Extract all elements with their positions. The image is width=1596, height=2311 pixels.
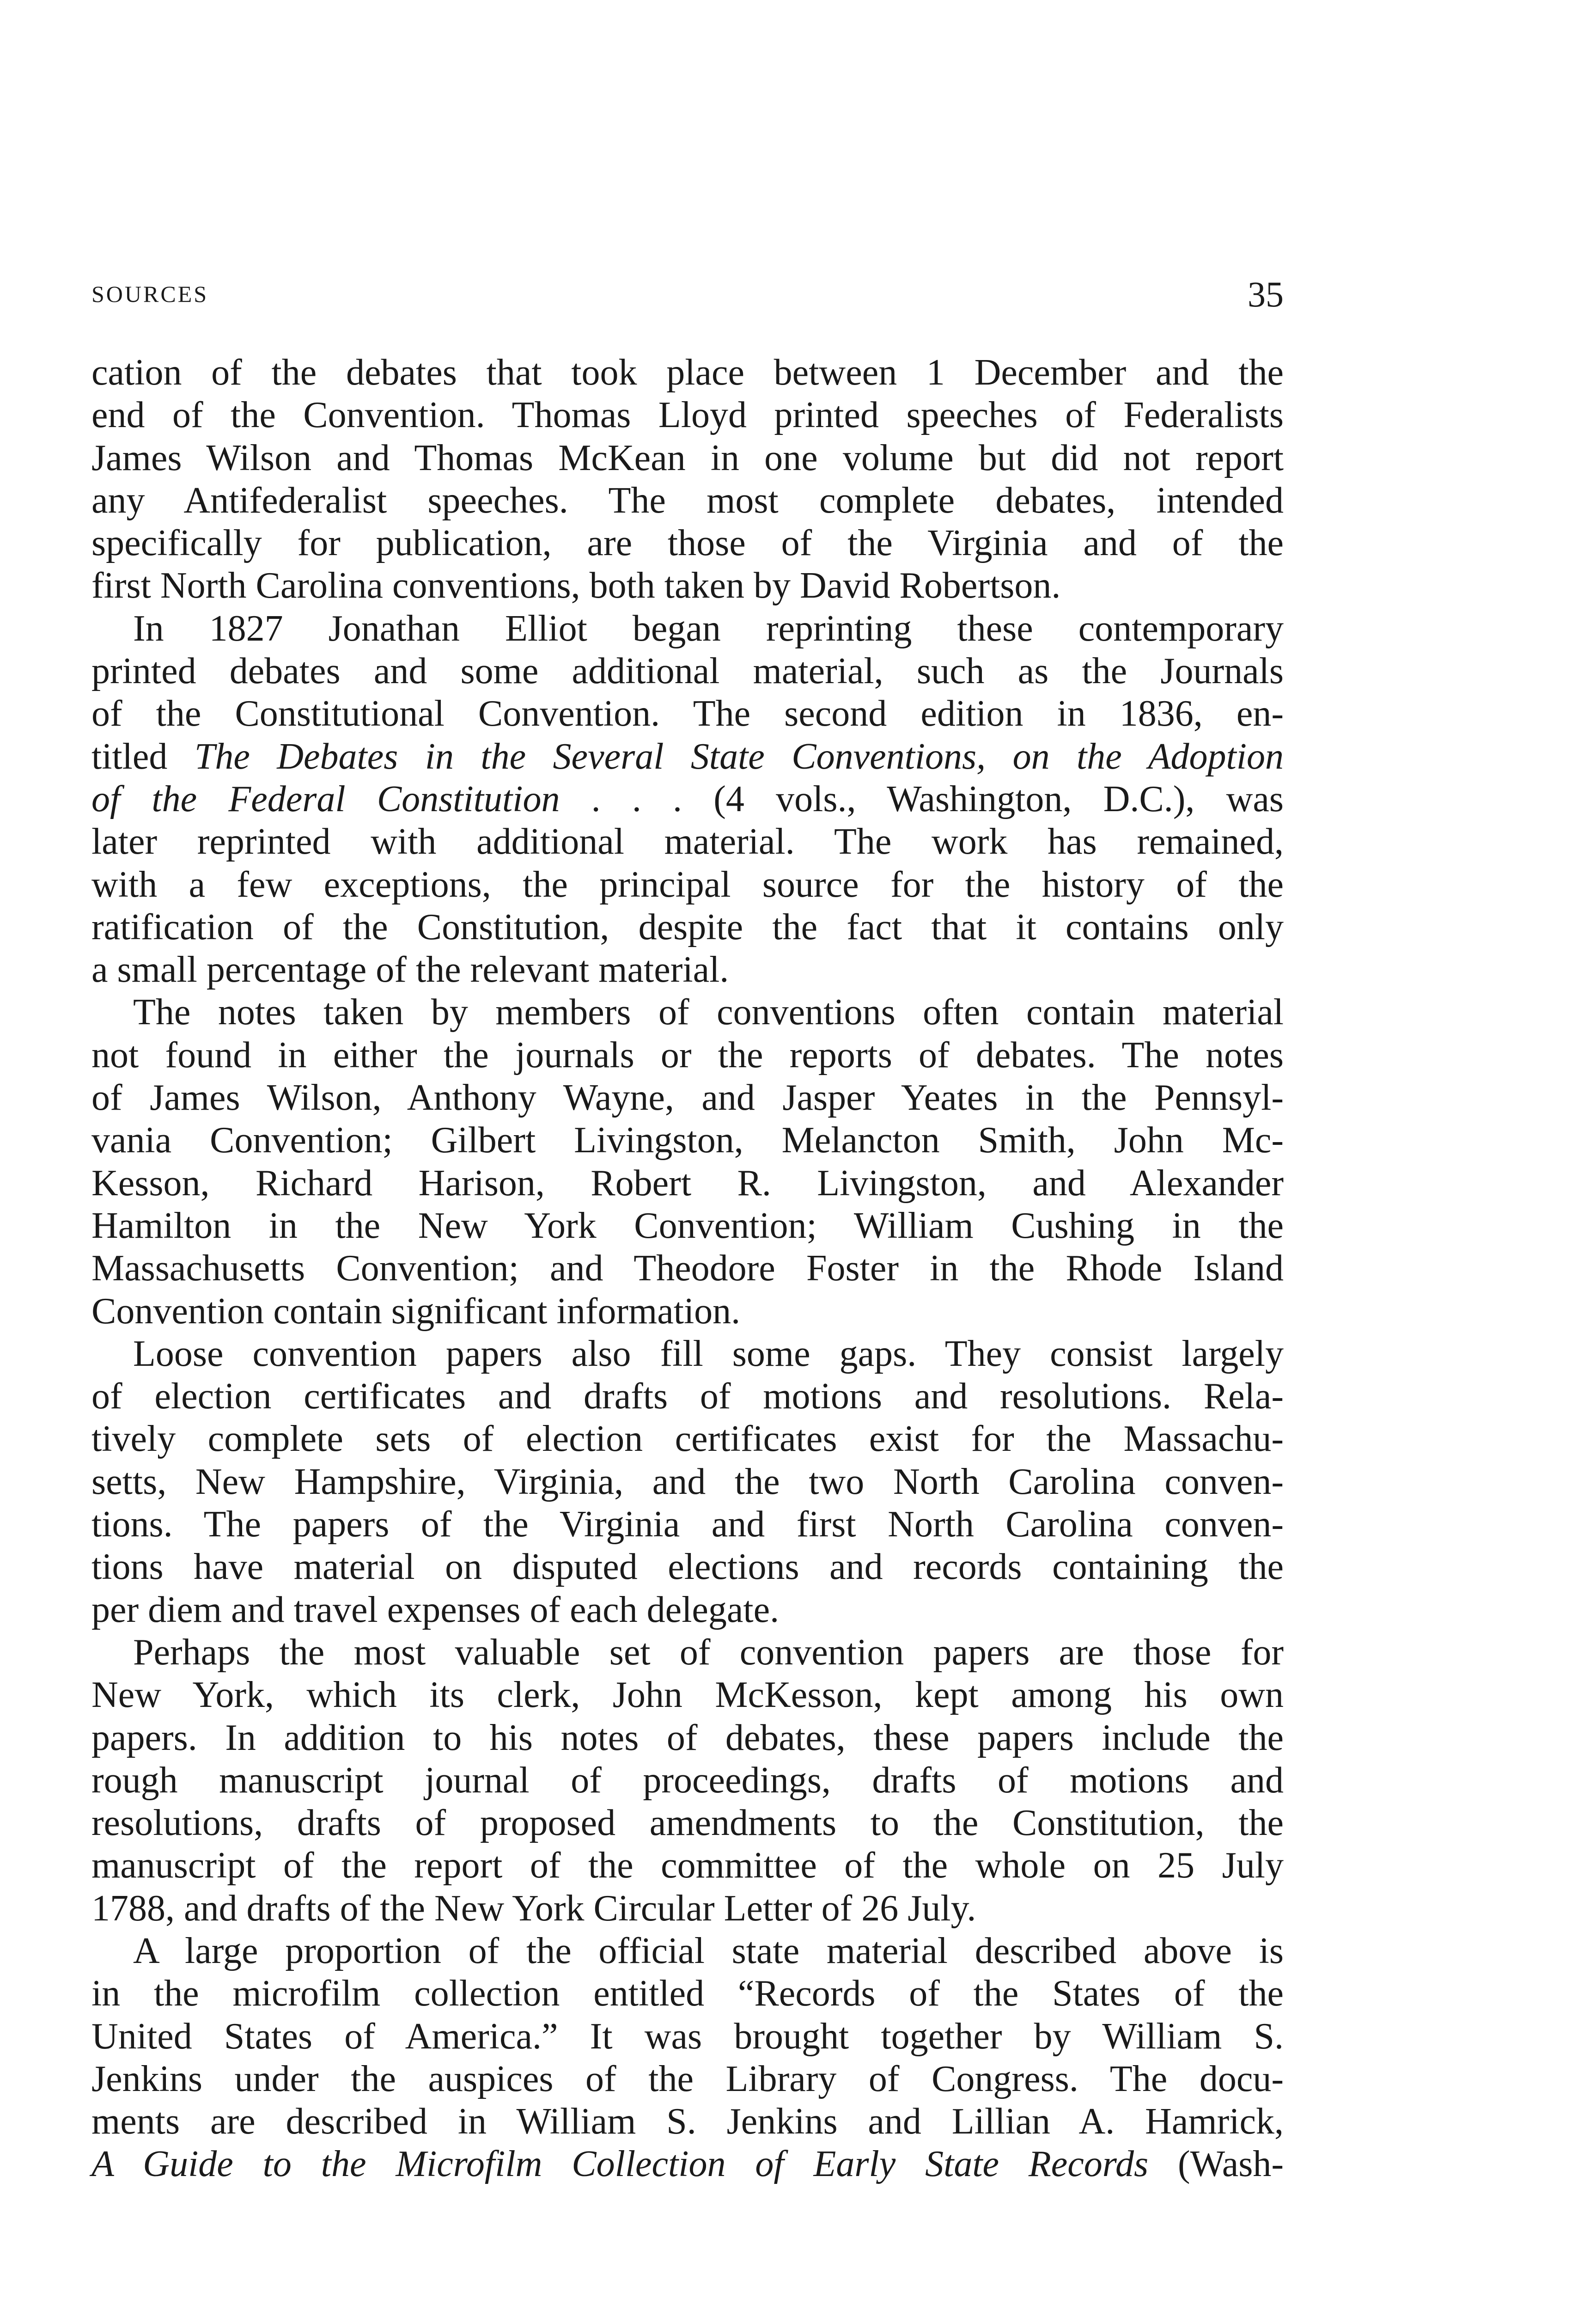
- text-line: of the Constitutional Convention. The second edition in 1836, en-: [91, 693, 1284, 734]
- text-line: ments are described in William S. Jenkins and Lillian A. Hamrick,: [91, 2101, 1284, 2142]
- text-line: James Wilson and Thomas McKean in one volume but did not report: [91, 437, 1284, 478]
- text-line: setts, New Hampshire, Virginia, and the two North Carolina conven-: [91, 1461, 1284, 1502]
- text-line: papers. In addition to his notes of debates, these papers include the: [91, 1717, 1284, 1758]
- text-segment: . . . (4 vols., Washington, D.C.), was: [560, 778, 1284, 819]
- text-line: [91, 778, 1284, 820]
- running-head: [91, 274, 1284, 315]
- text-line: specifically for publication, are those of the Virginia and of the: [91, 523, 1284, 564]
- text-line: tions have material on disputed elections and records containing the: [91, 1547, 1284, 1588]
- text-line: cation of the debates that took place between 1 December and the: [91, 352, 1284, 393]
- text-line: tively complete sets of election certificates exist for the Massachu-: [91, 1418, 1284, 1460]
- text-line: Perhaps the most valuable set of convention papers are those for: [133, 1632, 1284, 1673]
- text-line: any Antifederalist speeches. The most complete debates, intended: [91, 480, 1284, 521]
- text-line: Massachusetts Convention; and Theodore Foster in the Rhode Island: [91, 1248, 1284, 1289]
- text-line: of election certificates and drafts of motions and resolutions. Rela-: [91, 1376, 1284, 1417]
- text-line: tions. The papers of the Virginia and first North Carolina conven-: [91, 1504, 1284, 1545]
- text-line: In 1827 Jonathan Elliot began reprinting these contemporary: [133, 608, 1284, 649]
- text-line: manuscript of the report of the committee of the whole on 25 July: [91, 1845, 1284, 1886]
- text-line: [91, 735, 1284, 778]
- text-line: Kesson, Richard Harison, Robert R. Livingston, and Alexander: [91, 1162, 1284, 1204]
- text-line: Loose convention papers also fill some gaps. They consist largely: [133, 1333, 1284, 1374]
- text-line: The notes taken by members of conventions often contain material: [133, 992, 1284, 1033]
- italic-title-segment: A Guide to the Microfilm Collection of Early State Records: [91, 2144, 1149, 2185]
- text-line: of James Wilson, Anthony Wayne, and Jasper Yeates in the Pennsyl-: [91, 1077, 1284, 1119]
- text-line: New York, which its clerk, John McKesson, kept among his own: [91, 1675, 1284, 1716]
- running-title: SOURCES: [91, 281, 209, 307]
- text-line: rough manuscript journal of proceedings, drafts of motions and: [91, 1760, 1284, 1801]
- body-text: [91, 351, 1284, 2186]
- text-line: [91, 2143, 1284, 2185]
- text-line: with a few exceptions, the principal source for the history of the: [91, 864, 1284, 905]
- page-number: 35: [1248, 274, 1284, 314]
- text-line: per diem and travel expenses of each delegate.: [91, 1589, 780, 1630]
- text-line: ratification of the Constitution, despite the fact that it contains only: [91, 906, 1284, 948]
- text-line: a small percentage of the relevant material.: [91, 949, 729, 990]
- text-segment: (Wash-: [1148, 2144, 1284, 2185]
- text-segment: titled: [91, 736, 195, 777]
- text-line: first North Carolina conventions, both taken by David Robertson.: [91, 565, 1061, 606]
- text-line: vania Convention; Gilbert Livingston, Melancton Smith, John Mc-: [91, 1120, 1284, 1161]
- text-line: end of the Convention. Thomas Lloyd printed speeches of Federalists: [91, 395, 1284, 436]
- text-line: Hamilton in the New York Convention; William Cushing in the: [91, 1205, 1284, 1246]
- text-line: later reprinted with additional material. The work has remained,: [91, 821, 1284, 862]
- text-line: printed debates and some additional material, such as the Journals: [91, 651, 1284, 692]
- text-line: A large proportion of the official state material described above is: [133, 1930, 1284, 1971]
- text-line: United States of America.” It was brought together by William S.: [91, 2016, 1284, 2057]
- text-line: in the microfilm collection entitled “Records of the States of the: [91, 1973, 1284, 2014]
- text-line: not found in either the journals or the reports of debates. The notes: [91, 1034, 1284, 1076]
- text-line: 1788, and drafts of the New York Circular Letter of 26 July.: [91, 1888, 976, 1929]
- text-line: Jenkins under the auspices of the Library of Congress. The docu-: [91, 2058, 1284, 2099]
- italic-title-segment: of the Federal Constitution: [91, 778, 560, 819]
- text-line: resolutions, drafts of proposed amendments to the Constitution, the: [91, 1803, 1284, 1844]
- italic-title-segment: The Debates in the Several State Conventions, on the Adoption: [194, 736, 1284, 777]
- text-line: Convention contain significant information.: [91, 1290, 741, 1332]
